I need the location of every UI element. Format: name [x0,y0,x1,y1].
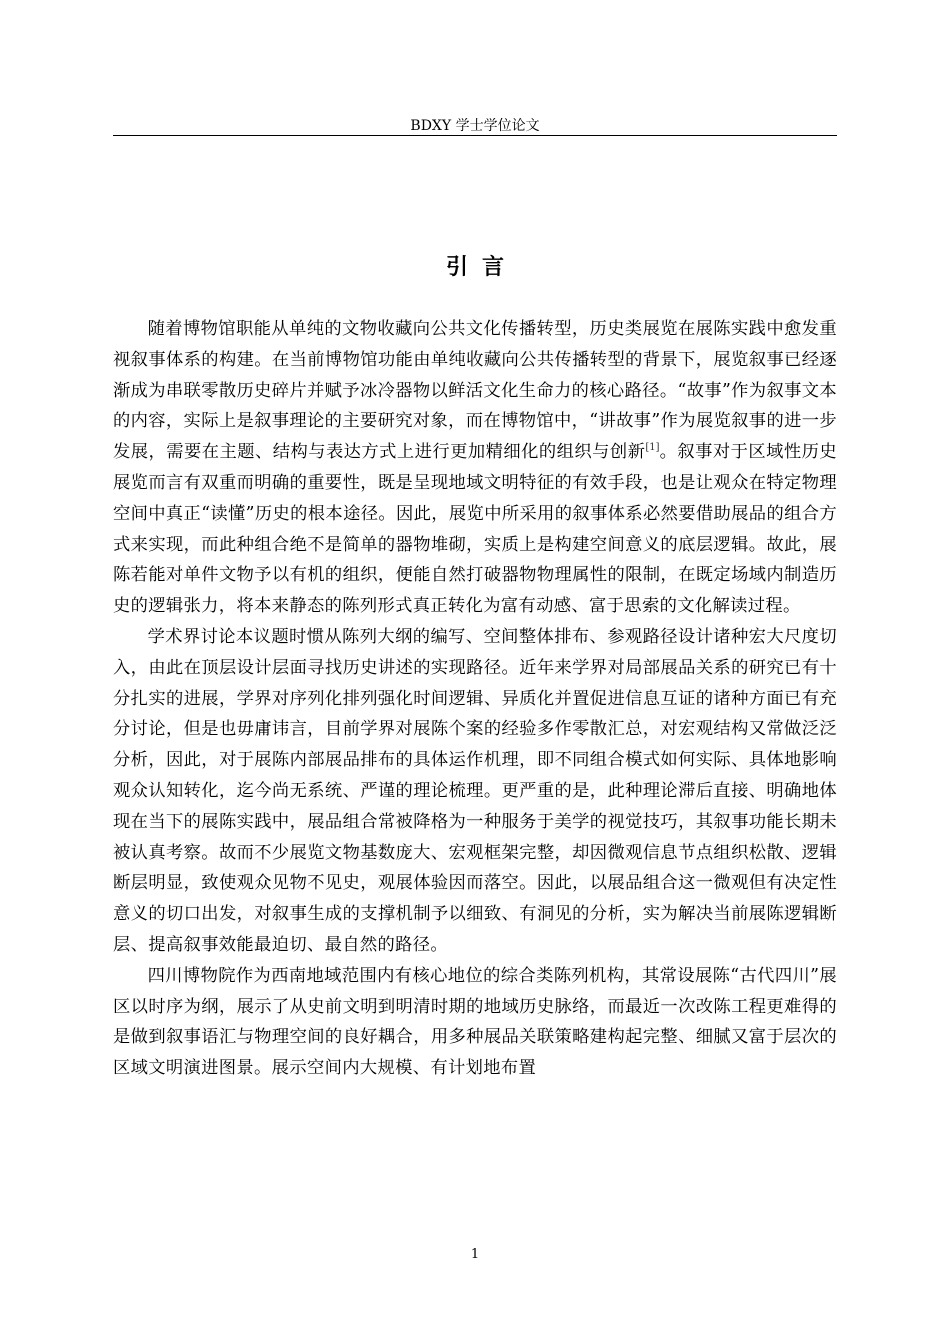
paragraph-2: 学术界讨论本议题时惯从陈列大纲的编写、空间整体排布、参观路径设计诸种宏大尺度切入，由此在顶层设计层面寻找历史讲述的实现路径。近年来学界对局部展品关系的研究已有十分扎实的进展，学界对序列化排列强化时间逻辑、异质化并置促进信息互证的诸种方面已有充分讨论，但是也毋庸讳言，目前学界对展陈个案的经验多作零散汇总，对宏观结构又常做泛泛分析，因此，对于展陈内部展品排布的具体运作机理，即不同组合模式如何实际、具体地影响观众认知转化，迄今尚无系统、严谨的理论梳理。更严重的是，此种理论滞后直接、明确地体现在当下的展陈实践中，展品组合常被降格为一种服务于美学的视觉技巧，其叙事功能长期未被认真考察。故而不少展览文物基数庞大、宏观框架完整，却因微观信息节点组织松散、逻辑断层明显，致使观众见物不见史，观展体验因而落空。因此，以展品组合这一微观但有决定性意义的切口出发，对叙事生成的支撑机制予以细致、有洞见的分析，实为解决当前展陈逻辑断层、提高叙事效能最迫切、最自然的路径。 [113,626,837,955]
paragraph-3: 四川博物院作为西南地域范围内有核心地位的综合类陈列机构，其常设展陈“古代四川”展区以时序为纲，展示了从史前文明到明清时期的地域历史脉络，而最近一次改陈工程更难得的是做到叙事语汇与物理空间的良好耦合，用多种展品关联策略建构起完整、细腻又富于层次的区域文明演进图景。展示空间内大规模、有计划地布置 [113,965,837,1079]
paragraph-1 [113,314,837,622]
body-text [113,314,837,1084]
header-divider [113,135,837,136]
paragraph-1-text-a: 随着博物馆职能从单纯的文物收藏向公共文化传播转型，历史类展览在展陈实践中愈发重视叙事体系的构建。在当前博物馆功能由单纯收藏向公共传播转型的背景下，展览叙事已经逐渐成为串联零散历史碎片并赋予冰冷器物以鲜活文化生命力的核心路径。“故事”作为叙事文本的内容，实际上是叙事理论的主要研究对象，而在博物馆中，“讲故事”作为展览叙事的进一步发展，需要在主题、结构与表达方式上进行更加精细化的组织与创新 [113,319,837,463]
section-title: 引言 [445,255,518,280]
paragraph-1-text-b: 。叙事对于区域性历史展览而言有双重而明确的重要性，既是呈现地域文明特征的有效手段，也是让观众在特定物理空间中真正“读懂”历史的根本途径。因此，展览中所采用的叙事体系必然要借助展品的组合方式来实现，而此种组合绝不是简单的器物堆砌，实质上是构建空间意义的底层逻辑。故此，展陈若能对单件文物予以有机的组织，便能自然打破器物物理属性的限制，在既定场域内制造历史的逻辑张力，将本来静态的陈列形式真正转化为富有动感、富于思索的文化解读过程。 [113,442,837,617]
running-header: BDXY 学士学位论文 [410,118,540,134]
page-number: 1 [470,1247,480,1262]
citation-marker: [1] [645,442,660,454]
